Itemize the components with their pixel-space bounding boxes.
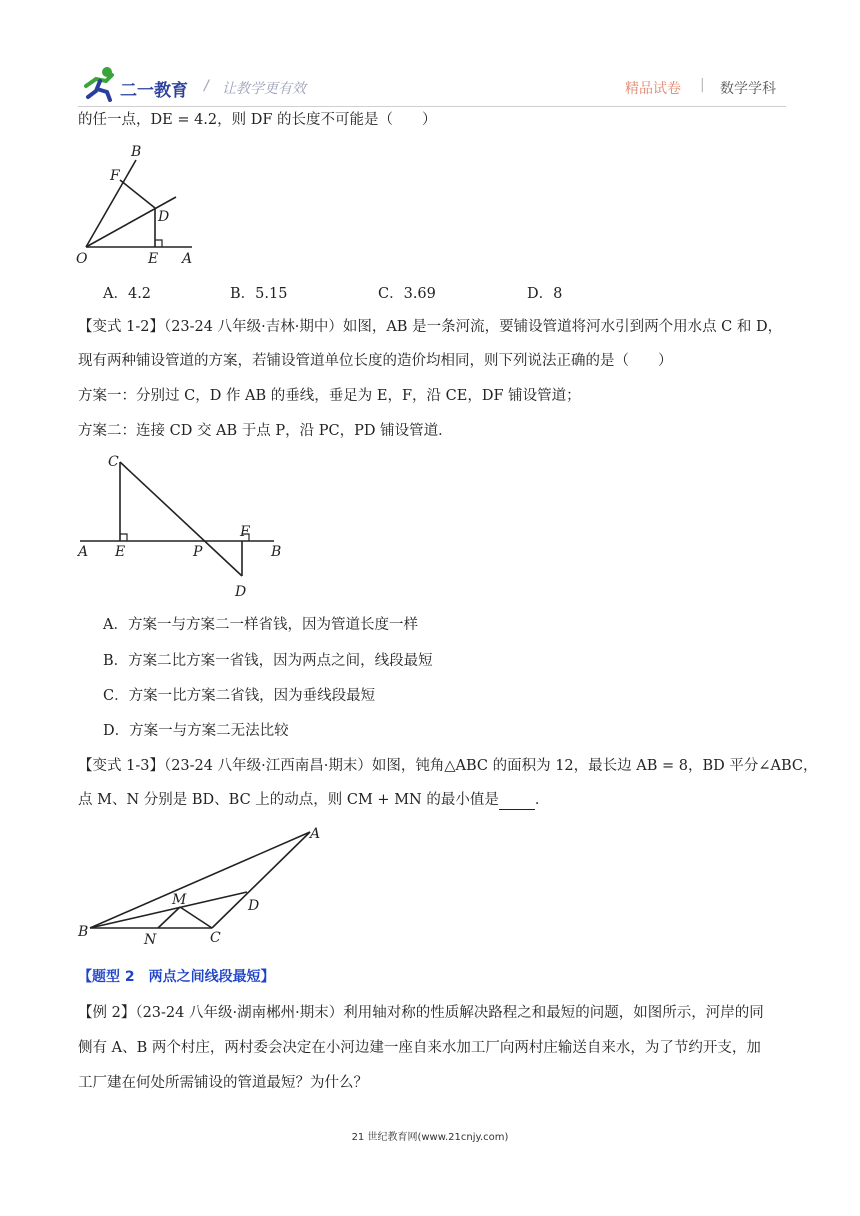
q2-label-p: P — [193, 544, 203, 560]
q1-option-a[interactable]: A．4.2 — [103, 286, 152, 302]
q1-option-c[interactable]: C．3.69 — [378, 286, 436, 302]
logo-text: 二一教育 — [120, 81, 188, 101]
header-label-right: 数学学科 — [720, 81, 776, 97]
q2-plan-1: 方案一：分别过 C，D 作 AB 的垂线，垂足为 E，F，沿 CE，DF 铺设管道； — [78, 388, 581, 404]
q3-label-a: A — [310, 826, 321, 842]
q1-option-b[interactable]: B．5.15 — [230, 286, 288, 302]
q2-label-d: D — [235, 584, 247, 600]
q1-tail-text: 的任一点，DE = 4.2，则 DF 的长度不可能是（ ） — [78, 112, 437, 128]
header-label-left: 精品试卷 — [625, 81, 681, 97]
page-footer: 21 世纪教育网(www.21cnjy.com) — [351, 1132, 509, 1143]
q1-figure — [70, 140, 210, 270]
header-separator: | — [700, 77, 705, 93]
q2-label-f: F — [240, 524, 250, 540]
q1-label-f: F — [110, 168, 120, 184]
q3-line-1: 【变式 1-3】（23-24 八年级·江西南昌·期末）如图，钝角△ABC 的面积为 12，最长边 AB = 8，BD 平分∠ABC， — [78, 758, 818, 774]
slogan: 让教学更有效 — [222, 81, 306, 97]
q3-label-b: B — [78, 924, 89, 940]
q2-label-c: C — [108, 454, 119, 470]
q2-label-a: A — [78, 544, 89, 560]
ex2-line-2: 侧有 A、B 两个村庄，两村委会决定在小河边建一座自来水加工厂向两村庄输送自来水，为了节约开支，加 — [78, 1040, 761, 1056]
section-title: 【题型 2 两点之间线段最短】 — [78, 969, 275, 985]
runner-logo-icon — [80, 64, 120, 102]
q1-option-d[interactable]: D．8 — [527, 286, 563, 302]
q2-option-d[interactable]: D．方案一与方案二无法比较 — [103, 723, 289, 739]
q3-label-c: C — [210, 930, 221, 946]
q3-label-d: D — [248, 898, 260, 914]
q3-line-2 — [78, 790, 549, 810]
q2-line-1: 【变式 1-2】（23-24 八年级·吉林·期中）如图，AB 是一条河流，要铺设管道将河水引到两个用水点 C 和 D， — [78, 319, 783, 335]
q1-label-o: O — [76, 251, 88, 267]
ex2-line-1: 【例 2】（23-24 八年级·湖南郴州·期末）利用轴对称的性质解决路程之和最短的问题，如图所示，河岸的同 — [78, 1005, 764, 1021]
q2-label-b: B — [271, 544, 282, 560]
q1-label-e: E — [148, 251, 159, 267]
q2-option-b[interactable]: B．方案二比方案一省钱，因为两点之间，线段最短 — [103, 653, 433, 669]
q2-line-2: 现有两种铺设管道的方案，若铺设管道单位长度的造价均相同，则下列说法正确的是（ ） — [78, 353, 673, 369]
q2-figure — [72, 450, 292, 602]
q2-plan-2: 方案二：连接 CD 交 AB 于点 P，沿 PC，PD 铺设管道． — [78, 423, 453, 439]
q3-label-n: N — [144, 932, 157, 948]
q1-label-b: B — [131, 144, 142, 160]
q2-option-c[interactable]: C．方案一比方案二省钱，因为垂线段最短 — [103, 688, 376, 704]
q3-answer-blank[interactable] — [499, 795, 535, 810]
q2-label-e: E — [115, 544, 126, 560]
q1-label-d: D — [158, 209, 170, 225]
q1-label-a: A — [182, 251, 193, 267]
q3-line-2-text: 点 M、N 分别是 BD、BC 上的动点，则 CM + MN 的最小值是 — [78, 792, 499, 808]
q3-label-m: M — [172, 892, 187, 908]
q2-option-a[interactable]: A．方案一与方案二一样省钱，因为管道长度一样 — [103, 617, 418, 633]
q3-line-2-end: ． — [534, 792, 550, 808]
header-divider — [78, 106, 786, 107]
header-slash: / — [204, 78, 209, 94]
ex2-line-3: 工厂建在何处所需铺设的管道最短？为什么？ — [78, 1075, 368, 1091]
q3-figure — [72, 820, 332, 950]
